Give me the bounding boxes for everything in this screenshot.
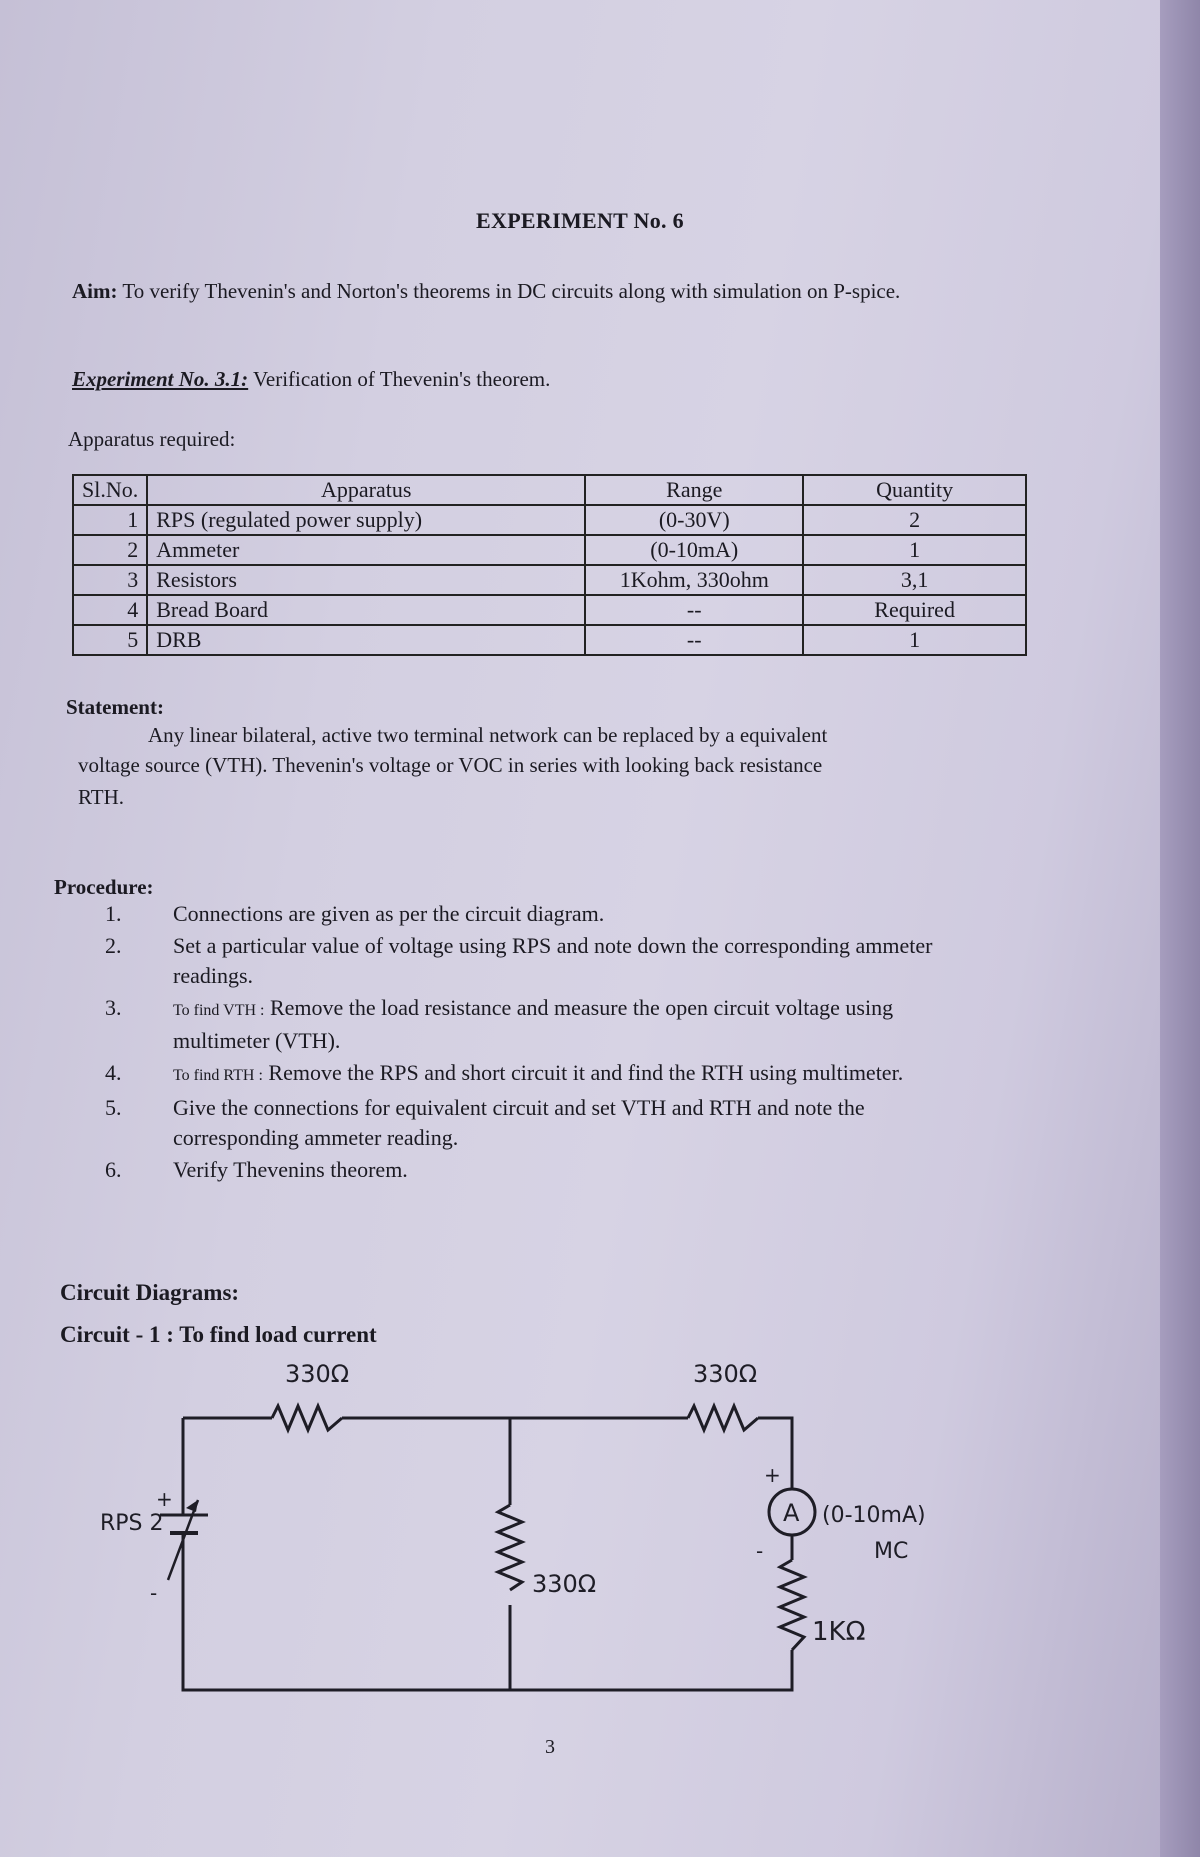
cell-slno: 5 [73, 625, 147, 655]
r-load-label: 1KΩ [812, 1617, 866, 1647]
step-text: Verify Thevenins theorem. [173, 1157, 408, 1182]
source-minus: - [150, 1581, 158, 1605]
circuit-title: Circuit - 1 : To find load current [60, 1322, 377, 1347]
cell-range: 1Kohm, 330ohm [585, 565, 803, 595]
list-item [85, 993, 985, 1056]
cell-range: (0-30V) [585, 505, 803, 535]
apparatus-label: Apparatus required: [68, 427, 236, 451]
list-item [85, 1155, 985, 1185]
step-prefix: To find VTH : [173, 1002, 265, 1019]
circuit-section-label: Circuit Diagrams: [60, 1280, 240, 1305]
source-plus: + [156, 1487, 173, 1511]
procedure-label: Procedure: [54, 875, 154, 899]
list-item [85, 899, 985, 929]
aim-label: Aim: [72, 279, 118, 303]
cell-quantity: 3,1 [803, 565, 1026, 595]
ammeter-type: MC [874, 1539, 909, 1564]
cell-quantity: 1 [803, 625, 1026, 655]
sub-experiment-label: Experiment No. 3.1: [72, 367, 249, 391]
r-top-right-label: 330Ω [693, 1360, 758, 1388]
step-number: 5. [105, 1095, 122, 1120]
step-number: 1. [105, 901, 122, 926]
table-row [73, 595, 1026, 625]
step-number: 4. [105, 1060, 122, 1085]
table-row [73, 505, 1026, 535]
cell-apparatus: Ammeter [147, 535, 585, 565]
cell-apparatus: Bread Board [147, 595, 585, 625]
statement-line-2: voltage source (VTH). Thevenin's voltage or VOC in series with looking back resistance [78, 753, 823, 777]
experiment-heading: EXPERIMENT No. 6 [476, 208, 684, 233]
page-edge-shadow [1160, 0, 1200, 1857]
wire-top [183, 1418, 792, 1488]
cell-apparatus: DRB [147, 625, 585, 655]
procedure-list [85, 899, 985, 1187]
cell-slno: 1 [73, 505, 147, 535]
step-number: 6. [105, 1157, 122, 1182]
aim-paragraph [72, 276, 992, 306]
table-header-row [73, 475, 1026, 505]
cell-slno: 4 [73, 595, 147, 625]
step-text: Remove the RPS and short circuit it and find the RTH using multimeter. [268, 1060, 904, 1085]
step-body [173, 1058, 985, 1091]
step-number: 3. [105, 995, 122, 1020]
header-apparatus: Apparatus [147, 475, 585, 505]
cell-slno: 3 [73, 565, 147, 595]
step-text: Remove the load resistance and measure the open circuit voltage using multimeter (VTH). [173, 995, 894, 1053]
page-number: 3 [545, 1736, 555, 1758]
cell-range: -- [585, 595, 803, 625]
ammeter-minus: - [756, 1539, 764, 1563]
step-body [173, 993, 985, 1056]
header-quantity: Quantity [803, 475, 1026, 505]
list-item [85, 1093, 985, 1153]
cell-range: (0-10mA) [585, 535, 803, 565]
aim-text: To verify Thevenin's and Norton's theorems in DC circuits along with simulation on P-spice. [122, 279, 901, 303]
ammeter-symbol: A [783, 1499, 800, 1527]
list-item [85, 1058, 985, 1091]
resistor-top-right [688, 1406, 758, 1430]
statement-line-1: Any linear bilateral, active two terminal network can be replaced by a equivalent [148, 723, 828, 747]
header-range: Range [585, 475, 803, 505]
source-label: RPS 2 [100, 1511, 164, 1536]
wire-left [183, 1418, 792, 1690]
step-prefix: To find RTH : [173, 1067, 263, 1084]
r-middle-label: 330Ω [532, 1570, 597, 1598]
step-text: Set a particular value of voltage using RPS and note down the corresponding ammeter readings. [173, 933, 933, 988]
table-row [73, 565, 1026, 595]
header-slno: Sl.No. [73, 475, 147, 505]
cell-quantity: Required [803, 595, 1026, 625]
cell-apparatus: Resistors [147, 565, 585, 595]
step-text: Connections are given as per the circuit diagram. [173, 901, 605, 926]
ammeter-plus: + [764, 1463, 781, 1487]
resistor-middle [498, 1505, 522, 1590]
r-top-left-label: 330Ω [285, 1360, 350, 1388]
sub-experiment-text: Verification of Thevenin's theorem. [253, 367, 551, 391]
statement-line-3: RTH. [78, 785, 124, 809]
table-row [73, 535, 1026, 565]
cell-quantity: 2 [803, 505, 1026, 535]
cell-range: -- [585, 625, 803, 655]
statement-label: Statement: [66, 695, 164, 719]
resistor-load [780, 1560, 804, 1650]
apparatus-table [72, 474, 1027, 656]
step-text: Give the connections for equivalent circuit and set VTH and RTH and note the corresponding ammeter reading. [173, 1095, 865, 1150]
circuit-diagram [0, 1350, 1160, 1710]
table-row [73, 625, 1026, 655]
cell-apparatus: RPS (regulated power supply) [147, 505, 585, 535]
sub-experiment [72, 364, 550, 394]
source-arrow-head [186, 1500, 198, 1512]
resistor-top-left [272, 1406, 342, 1430]
cell-quantity: 1 [803, 535, 1026, 565]
cell-slno: 2 [73, 535, 147, 565]
step-number: 2. [105, 933, 122, 958]
list-item [85, 931, 985, 991]
ammeter-range: (0-10mA) [822, 1503, 926, 1528]
